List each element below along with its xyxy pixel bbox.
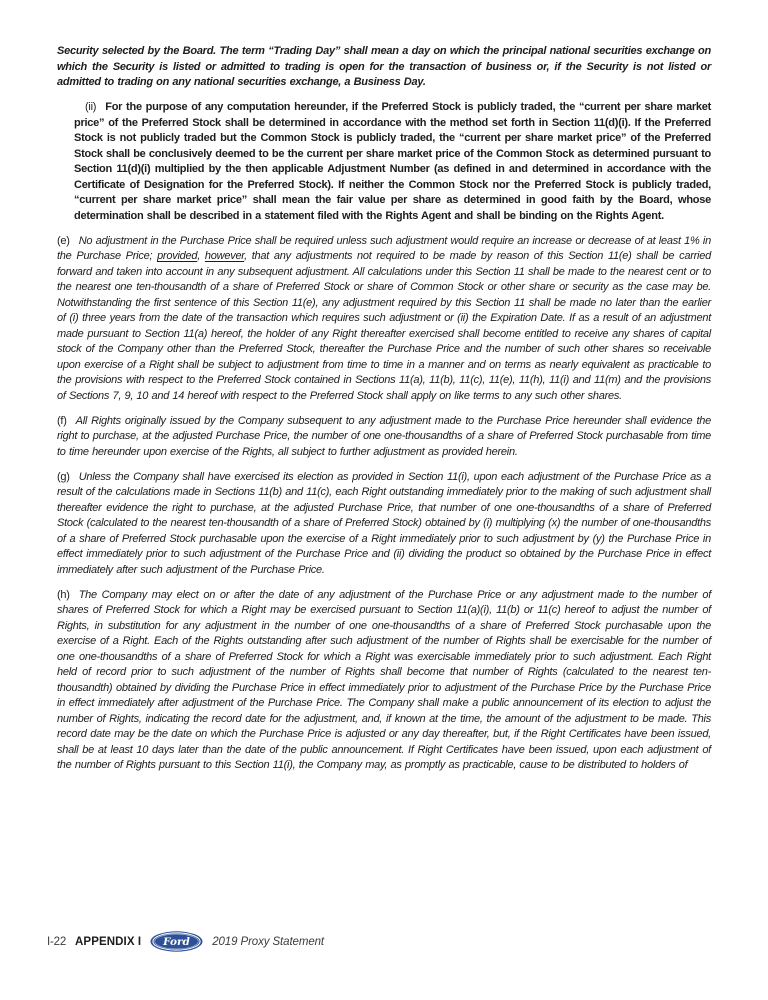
text-run: Unless the Company shall have exercised its election as provided in Section 11(i), upon each adjustment of the Purchase Price as a result of the calculations made in Sections 11(b) and 11(c), each Right outstanding immediately prior to the making of such adjustment shall thereafter evidence the right to purchase, at the adjusted Purchase Price, that number of one one-thousandths of a share of Preferred Stock (calculated to the nearest ten-thousandth of a share of Preferred Stock) obtained by (i) multiplying (x) the number of one-thousandths of a share of Preferred Stock purchasable upon the exercise of a Right immediately prior to such adjustment by (y) the Purchase Price in effect immediately prior to such adjustment of the Purchase Price and (ii) dividing the product so obtained by the Purchase Price in effect immediately after such adjustment of the Purchase Price. [57,470,711,576]
ford-logo-icon [150,931,203,952]
appendix-label: APPENDIX I [75,935,142,948]
paragraph-label: (f) [57,414,67,427]
paragraph-label: (ii) [85,101,97,113]
underlined-run: however [204,250,245,262]
paragraph-e [57,234,711,405]
text-run: For the purpose of any computation hereunder, if the Preferred Stock is publicly traded, the “current per share market price” of the Preferred Stock shall be determined in accordance with the method set forth in Section 11(d)(i). If the Preferred Stock is not publicly traded but the Common Stock is publicly traded, the “current per share market price” of the Preferred Stock shall be conclusively deemed to be the current per share market price of the Common Stock as determined pursuant to Section 11(d)(i) multiplied by the then applicable Adjustment Number (as defined in and determined in accordance with the Certificate of Designation for the Preferred Stock). If neither the Common Stock nor the Preferred Stock is publicly traded, “current per share market price” shall mean the fair value per share as determined in good faith by the Board, whose determination shall be described in a statement filed with the Rights Agent and shall be binding on the Rights Agent. [74,101,711,222]
paragraph-intro [57,44,711,91]
text-run: , that any adjustments not required to be made by reason of this Section 11(e) shall be carried forward and taken into account in any subsequent adjustment. All calculations under this Section 11 shall be made to the nearest cent or to the nearest one ten-thousandth of a share of Preferred Stock or share of Common Stock or other share or security as the case may be. Notwithstanding the first sentence of this Section 11(e), any adjustment required by this Section 11 shall be made no later than the earlier of (i) three years from the date of the transaction which requires such adjustment or (ii) the Expiration Date. If as a result of an adjustment made pursuant to Section 11(a) hereof, the holder of any Right thereafter exercised shall become entitled to receive any shares of capital stock of the Company other than the Preferred Stock, thereafter the Purchase Price and the number of such other shares so receivable upon exercise of a Right shall be subject to adjustment from time to time in a manner and on terms as nearly equivalent as practicable to the provisions with respect to the Preferred Stock contained in Sections 11(a), 11(b), 11(c), 11(e), 11(h), 11(i) and 11(m) and the provisions of Sections 7, 9, 10 and 14 hereof with respect to the Preferred Stock shall apply on like terms to any such other shares. [57,250,711,402]
svg-text:Ford: Ford [163,936,191,949]
paragraph-h [57,588,711,774]
proxy-statement-label: 2019 Proxy Statement [212,935,325,948]
paragraph-f [57,414,711,461]
paragraph-label: (g) [57,470,70,483]
page-number: I-22 [47,935,67,948]
text-run: All Rights originally issued by the Company subsequent to any adjustment made to the Purchase Price hereunder shall evidence the right to purchase, at the adjusted Purchase Price, the number of one one-thousandths of a share of Preferred Stock purchasable from time to time hereunder upon exercise of the Rights, all subject to further adjustment as provided herein. [57,414,711,458]
paragraph-label: (e) [57,234,70,247]
text-run: , [197,250,205,262]
paragraph-label: (h) [57,588,70,601]
text-run: No adjustment in the Purchase Price shall be required unless such adjustment would require an increase or decrease of at least 1% in the Purchase Price; [57,234,711,262]
page-footer [47,931,324,952]
paragraph-g [57,470,711,579]
text-run: The Company may elect on or after the date of any adjustment of the Purchase Price or any adjustment made to the number of shares of Preferred Stock for which a Right may be exercised pursuant to Section 11(a)(i), 11(b) or 11(c) hereof to adjust the number of Rights, in substitution for any adjustment in the number of one one-thousandths of a share of Preferred Stock purchasable upon the exercise of a Right. Each of the Rights outstanding after such adjustment of the number of Rights shall be exercisable for the number of one one-thousandths of a share of Preferred Stock for which a Right was exercisable immediately prior to such adjustment. Each Right held of record prior to such adjustment of the number of Rights shall become that number of Rights (calculated to the nearest ten-thousandth) obtained by dividing the Purchase Price in effect immediately prior to adjustment of the Purchase Price by the Purchase Price in effect immediately after adjustment of the Purchase Price. The Company shall make a public announcement of its election to adjust the number of Rights, indicating the record date for the adjustment, and, if known at the time, the amount of the adjustment to be made. This record date may be the date on which the Purchase Price is adjusted or any day thereafter, but, if the Right Certificates have been issued, shall be at least 10 days later than the date of the public announcement. If Right Certificates have been issued, upon each adjustment of the number of Rights pursuant to this Section 11(i), the Company may, as promptly as practicable, cause to be distributed to holders of [57,588,711,771]
paragraph-ii [74,100,711,224]
text-run: Security selected by the Board. The term “Trading Day” shall mean a day on which the principal national securities exchange on which the Security is listed or admitted to trading is open for the transaction of business or, if the Security is not listed or admitted to trading on any national securities exchange, a Business Day. [57,45,711,88]
underlined-run: provided [157,250,198,262]
